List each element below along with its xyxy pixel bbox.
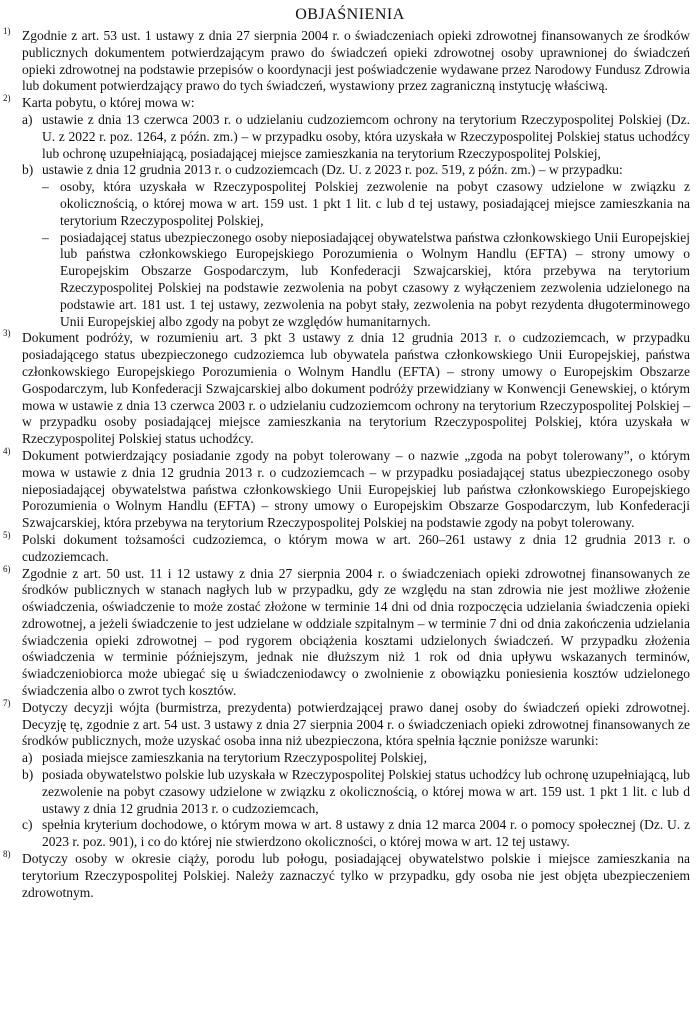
list-label: a) [22,750,33,766]
footnote-4 [0,445,700,532]
footnote-number: 7) [3,697,11,708]
dash-text: posiadającej status ubezpieczonego osoby nieposiadającej obywatelstwa państwa członkowskiego Unii Europejskiej lub państwa członkowskiego Europejskiego Porozumienia o Wolnym Handlu (EFTA) – strony umowy o Europejskim Obszarze Gospodarczym, lub Konfederacji Szwajcarskiej, która przebywa na terytorium Rzeczypospolitej Polskiej na podstawie zezwolenia na pobyt czasowy z wyłączeniem zezwolenia udzielonego na podstawie art. 181 ust. 1 tej ustawy, zezwolenia na pobyt stały, zezwolenia na pobyt rezydenta długoterminowego Unii Europejskiej albo zgody na pobyt ze względów humanitarnych. [60,229,690,329]
list-item-a [22,112,690,162]
list-item-b [22,767,690,817]
footnote-number: 1) [3,26,11,36]
footnote-text: Dotyczy osoby w okresie ciąży, porodu lub połogu, posiadającej obywatelstwo polskie i miejsce zamieszkania na terytorium Rzeczypospolitej Polskiej. Należy zaznaczyć tylko w przypadku, gdy osoba nie jest objęta ubezpieczeniem zdrowotnym. [22,851,690,900]
footnote-number: 8) [3,849,11,860]
list-label: c) [22,817,33,833]
dash-item-1 [42,179,690,229]
footnote-lead: Karta pobytu, o której mowa w: [22,95,195,111]
list-text: ustawie z dnia 12 grudnia 2013 r. o cudzoziemcach (Dz. U. z 2023 r. poz. 519, z późn. zm.) – w przypadku: [42,162,623,178]
dash-label: – [42,179,49,195]
footnote-text: Polski dokument tożsamości cudzoziemca, o którym mowa w art. 260–261 ustawy z dnia 12 grudnia 2013 r. o cudzoziemcach. [22,531,690,564]
list-item-c [22,817,690,851]
footnote-number: 5) [3,529,11,540]
footnote-1 [0,28,700,95]
list-text: posiada obywatelstwo polskie lub uzyskała w Rzeczypospolitej Polskiej status uchodźcy lub ochronę uzupełniającą, lub zezwolenie na pobyt czasowy udzielone w związku z okolicznością, o której mowa w art. 159 ust. 1 pkt 1 lit. c lub d ustawy z dnia 12 grudnia 2013 r. o cudzoziemcach, [42,767,690,816]
dash-label: – [42,229,49,245]
list-label: b) [22,767,34,783]
list-text: ustawie z dnia 13 czerwca 2003 r. o udzielaniu cudzoziemcom ochrony na terytorium Rzeczypospolitej Polskiej (Dz. U. z 2022 r. poz. 1264, z późn. zm.) – w przypadku osoby, która uzyskała w Rzeczypospolitej Polskiej status uchodźcy lub ochronę uzupełniającą, posiadającej miejsce zamieszkania na terytorium Rzeczypospolitej Polskiej, [42,111,690,161]
footnote-number: 3) [3,328,11,339]
footnote-6 [0,563,700,700]
list-text: spełnia kryterium dochodowe, o którym mowa w art. 8 ustawy z dnia 12 marca 2004 r. o pomocy społecznej (Dz. U. z 2023 r. poz. 901), i co do której nie stwierdzono okoliczności, o której mowa w art. 12 tej ustawy. [42,817,690,850]
footnote-text: Zgodnie z art. 53 ust. 1 ustawy z dnia 27 sierpnia 2004 r. o świadczeniach opieki zdrowotnej finansowanych ze środków publicznych dokumentem potwierdzającym prawo do świadczeń opieki zdrowotnej osoby uprawnionej do świadczeń opieki zdrowotnej na podstawie przepisów o koordynacji jest poświadczenie wydawane przez Narodowy Fundusz Zdrowia lub dokument potwierdzający prawo do tych świadczeń, wystawiony przez zagraniczną instytucję właściwą. [22,28,690,94]
footnote-3 [0,330,700,448]
footnote-text: Dokument podróży, w rozumieniu art. 3 pkt 3 ustawy z dnia 12 grudnia 2013 r. o cudzoziemcach, w przypadku posiadającego status ubezpieczonego cudzoziemca lub obywatela państwa członkowskiego Unii Europejskiej, państwa członkowskiego Europejskiego Porozumienia o Wolnym Handlu (EFTA) – strony umowy o Europejskim Obszarze Gospodarczym, lub Konfederacji Szwajcarskiej albo dokument podróży przewidziany w Konwencji Genewskiej, o którym mowa w ustawie z dnia 13 czerwca 2003 r. o udzielaniu cudzoziemcom ochrony na terytorium Rzeczypospolitej Polskiej – w przypadku osoby posiadającej miejsce zamieszkania na terytorium Rzeczypospolitej Polskiej, która uzyskała w Rzeczypospolitej Polskiej status uchodźcy. [22,330,690,447]
footnote-5 [0,529,700,566]
list-label: b) [22,162,34,178]
footnote-2 [0,95,700,330]
dash-item-2 [42,230,690,331]
page-title: OBJAŚNIENIA [295,6,405,23]
list-item-b [22,162,690,330]
dash-text: osoby, która uzyskała w Rzeczypospolitej Polskiej zezwolenie na pobyt czasowy udzielone w związku z okolicznością, o której mowa w art. 159 ust. 1 pkt 1 lit. c lub d tej ustawy, posiadającej miejsce zamieszkania na terytorium Rzeczypospolitej Polskiej, [60,179,690,228]
list-item-a [22,750,690,767]
footnote-number: 6) [3,563,11,574]
footnote-7 [0,697,700,851]
footnote-lead: Dotyczy decyzji wójta (burmistrza, prezydenta) potwierdzającej prawo danej osoby do świadczeń opieki zdrowotnej. Decyzję tę, zgodnie z art. 54 ust. 3 ustawy z dnia 27 sierpnia 2004 r. o świadczeniach opieki zdrowotnej finansowanych ze środków publicznych, może uzyskać osoba inna niż ubezpieczona, która spełnia łącznie poniższe warunki: [22,699,690,749]
footnote-8 [0,851,700,901]
list-text: posiada miejsce zamieszkania na terytorium Rzeczypospolitej Polskiej, [42,750,428,766]
footnote-text: Zgodnie z art. 50 ust. 11 i 12 ustawy z dnia 27 sierpnia 2004 r. o świadczeniach opieki zdrowotnej finansowanych ze środków publicznych w stanach nagłych lub w przypadku, gdy ze względu na stan zdrowia nie jest możliwe złożenie oświadczenia, oświadczenie to może zostać złożone w terminie 14 dni od dnia rozpoczęcia udzielania świadczenia opieki zdrowotnej, a jeżeli świadczenie to jest udzielane w oddziale szpitalnym – w terminie 7 dni od dnia zakończenia udzielania świadczenia opieki zdrowotnej – pod rygorem obciążenia kosztami udzielonych świadczeń. W przypadku złożenia oświadczenia w terminie późniejszym, jednak nie dłuższym niż 1 rok od dnia upływu wskazanych terminów, świadczeniobiorca może ubiegać się u świadczeniodawcy o zwolnienie z obowiązku poniesienia kosztów udzielonego świadczenia albo o zwrot tych kosztów. [22,565,690,699]
footnote-text: Dokument potwierdzający posiadanie zgody na pobyt tolerowany – o nazwie „zgoda na pobyt tolerowany”, o którym mowa w ustawie z dnia 12 grudnia 2013 r. o cudzoziemcach – w przypadku posiadającej status ubezpieczonego osoby nieposiadającej obywatelstwa państwa członkowskiego Unii Europejskiej lub państwa członkowskiego Europejskiego Porozumienia o Wolnym Handlu (EFTA) – strony umowy o Europejskim Obszarze Gospodarczym, lub Konfederacji Szwajcarskiej, która przebywa na terytorium Rzeczypospolitej Polskiej na podstawie zgody na pobyt tolerowany. [22,447,690,531]
footnote-number: 2) [3,93,11,104]
footnote-number: 4) [3,445,11,456]
list-label: a) [22,111,33,127]
